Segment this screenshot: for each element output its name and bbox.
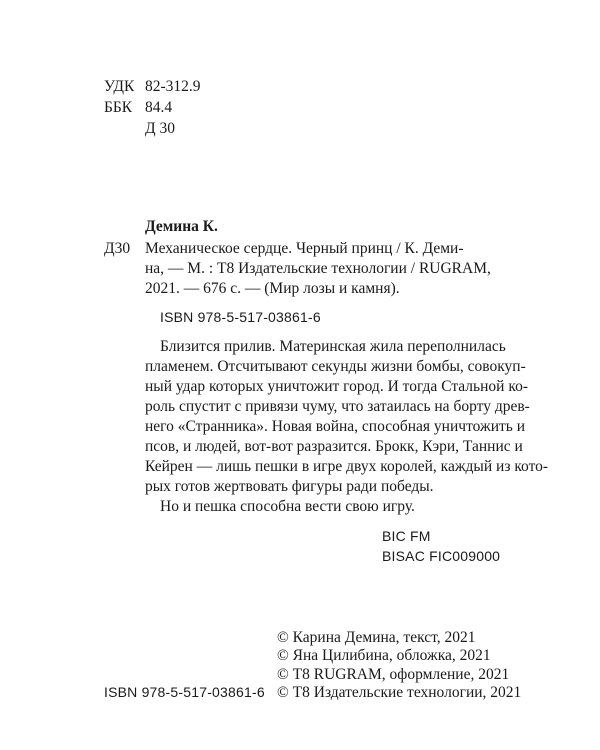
bbk-value: 84.4 [145,99,173,116]
udk-value: 82-312.9 [145,78,201,95]
annotation-line: пламенем. Отсчитывают секунды жизни бомбы, совокуп- [145,358,526,375]
author-sign-row [0,120,600,140]
bibliographic-line: 2021. — 676 с. — (Мир лозы и камня). [145,280,400,297]
copyright-line: © Т8 RUGRAM, оформление, 2021 [277,666,510,683]
bibliographic-line: на, — М. : Т8 Издательские технологии / RUGRAM, [145,260,491,277]
author-heading: Демина К. [145,218,218,235]
bisac-code: BISAC FIC009000 [382,548,501,564]
annotation-line: Кейрен — лишь пешки в игре двух королей, каждый из кото- [145,458,549,475]
annotation-line: псов, и людей, вот-вот разразится. Брокк, Кэри, Таннис и [145,438,523,455]
annotation-line: Близится прилив. Материнская жила переполнилась [160,338,506,355]
isbn-main: ISBN 978-5-517-03861-6 [160,309,321,325]
author-sign-value: Д 30 [145,120,175,137]
bbk-label: ББК [104,99,133,116]
udk-row [0,78,600,98]
copyright-line: © Яна Цилибина, обложка, 2021 [277,647,491,664]
copyright-line: © Т8 Издательские технологии, 2021 [277,684,522,701]
bbk-row [0,99,600,119]
author-mark: Д30 [104,240,131,257]
udk-label: УДК [104,78,135,95]
copyright-line: © Карина Демина, текст, 2021 [277,629,476,646]
annotation-line: роль спустит с привязи чуму, что затаилась на борту древ- [145,398,530,415]
annotation-line: Но и пешка способна вести свою игру. [160,498,415,515]
bibliographic-line: Механическое сердце. Черный принц / К. Деми- [145,240,464,257]
isbn-footer: ISBN 978-5-517-03861-6 [104,684,265,700]
bic-code: BIC FM [382,528,431,544]
annotation-line: него «Странника». Новая война, способная уничтожить и [145,418,526,435]
annotation-line: рых готов жертвовать фигуры ради победы. [145,478,434,495]
annotation-line: ный удар которых уничтожит город. И тогда Стальной ко- [145,378,528,395]
